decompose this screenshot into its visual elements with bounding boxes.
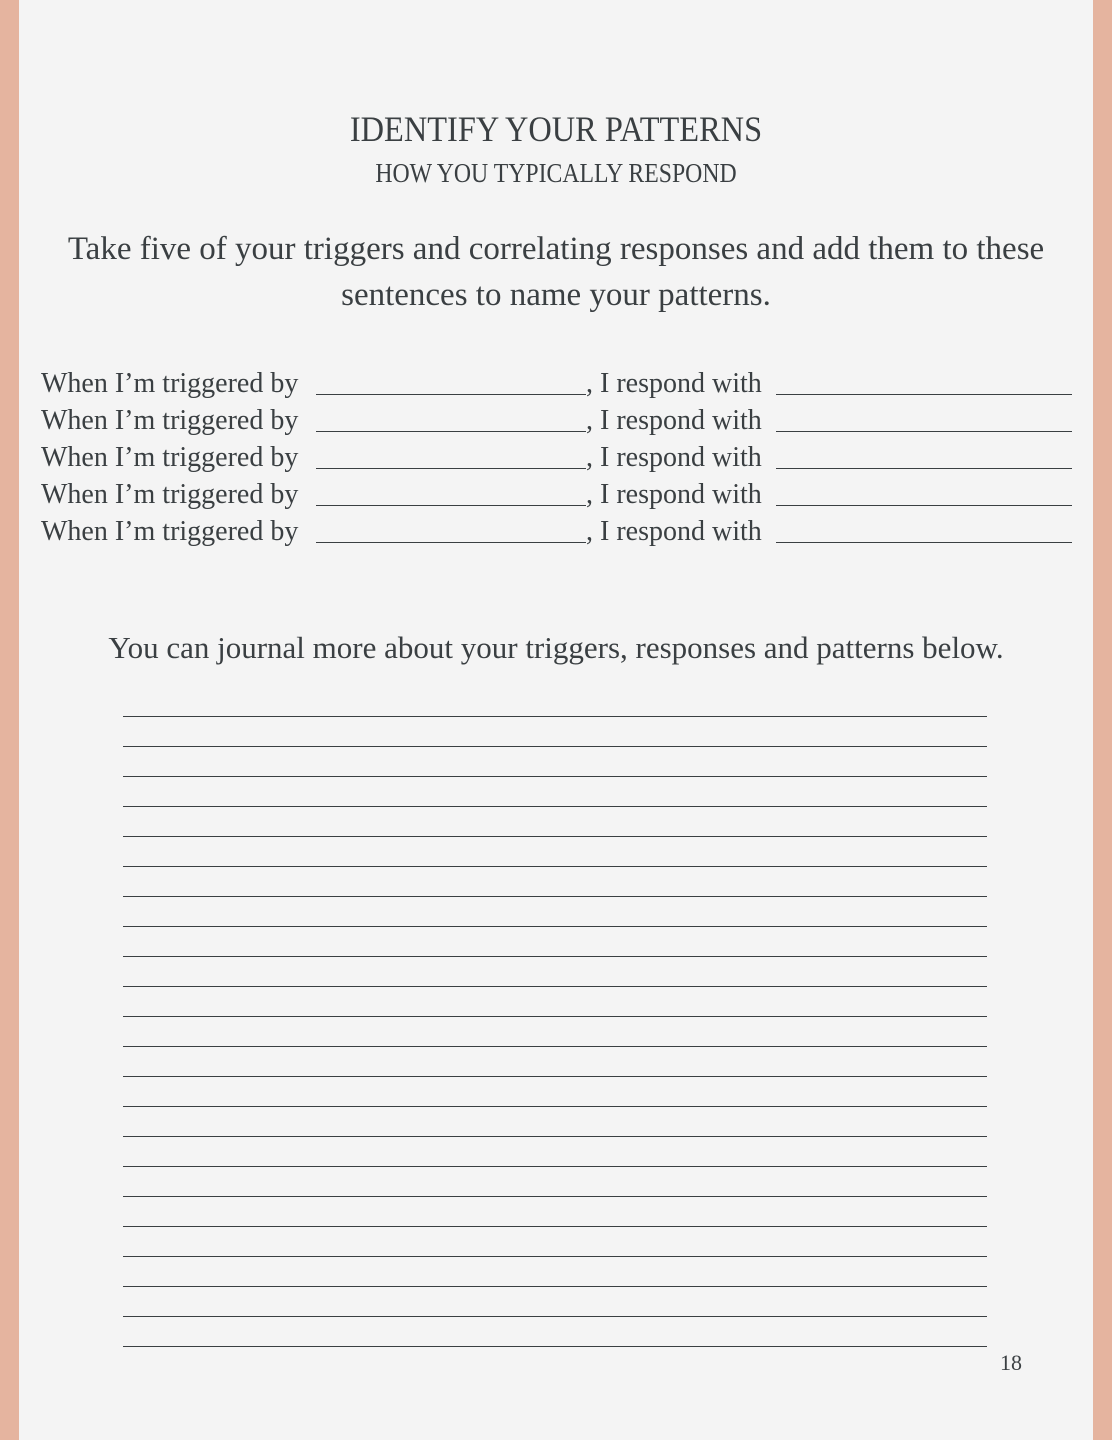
pattern-row bbox=[41, 479, 1073, 516]
pattern-row bbox=[41, 368, 1073, 405]
response-label: , I respond with bbox=[586, 368, 762, 399]
response-blank[interactable] bbox=[776, 479, 1072, 506]
trigger-label: When I’m triggered by bbox=[41, 479, 299, 510]
page-number: 18 bbox=[1000, 1350, 1022, 1375]
page-subtitle: HOW YOU TYPICALLY RESPOND bbox=[375, 158, 737, 188]
journal-line[interactable] bbox=[123, 956, 987, 957]
trigger-label: When I’m triggered by bbox=[41, 516, 299, 547]
journal-line[interactable] bbox=[123, 1286, 987, 1287]
trigger-blank[interactable] bbox=[316, 442, 586, 469]
journal-line[interactable] bbox=[123, 1166, 987, 1167]
journal-line[interactable] bbox=[123, 1316, 987, 1317]
journal-line[interactable] bbox=[123, 776, 987, 777]
pattern-row bbox=[41, 516, 1073, 553]
journal-line[interactable] bbox=[123, 716, 987, 717]
journal-line[interactable] bbox=[123, 896, 987, 897]
right-border bbox=[1093, 0, 1112, 1440]
trigger-blank[interactable] bbox=[316, 405, 586, 432]
response-blank[interactable] bbox=[776, 405, 1072, 432]
journal-line[interactable] bbox=[123, 746, 987, 747]
intro-text: Take five of your triggers and correlating responses and add them to these sentences to name your patterns. bbox=[67, 231, 1045, 313]
journal-line[interactable] bbox=[123, 986, 987, 987]
response-blank[interactable] bbox=[776, 442, 1072, 469]
trigger-blank[interactable] bbox=[316, 516, 586, 543]
trigger-blank[interactable] bbox=[316, 479, 586, 506]
journal-line[interactable] bbox=[123, 1196, 987, 1197]
journal-line[interactable] bbox=[123, 926, 987, 927]
response-label: , I respond with bbox=[586, 405, 762, 436]
response-blank[interactable] bbox=[776, 516, 1072, 543]
journal-line[interactable] bbox=[123, 1076, 987, 1077]
page-title: IDENTIFY YOUR PATTERNS bbox=[349, 109, 763, 149]
response-blank[interactable] bbox=[776, 368, 1072, 395]
journal-line[interactable] bbox=[123, 1226, 987, 1227]
journal-line[interactable] bbox=[123, 1346, 987, 1347]
journal-line[interactable] bbox=[123, 1046, 987, 1047]
journal-line[interactable] bbox=[123, 866, 987, 867]
journal-line[interactable] bbox=[123, 1016, 987, 1017]
pattern-row bbox=[41, 405, 1073, 442]
trigger-label: When I’m triggered by bbox=[41, 405, 299, 436]
trigger-label: When I’m triggered by bbox=[41, 368, 299, 399]
journal-line[interactable] bbox=[123, 836, 987, 837]
journal-line[interactable] bbox=[123, 806, 987, 807]
journal-line[interactable] bbox=[123, 1136, 987, 1137]
trigger-blank[interactable] bbox=[316, 368, 586, 395]
pattern-row bbox=[41, 442, 1073, 479]
response-label: , I respond with bbox=[586, 516, 762, 547]
response-label: , I respond with bbox=[586, 442, 762, 473]
trigger-label: When I’m triggered by bbox=[41, 442, 299, 473]
journal-line[interactable] bbox=[123, 1256, 987, 1257]
response-label: , I respond with bbox=[586, 479, 762, 510]
left-border bbox=[0, 0, 19, 1440]
journal-prompt: You can journal more about your triggers, responses and patterns below. bbox=[108, 630, 1004, 665]
journal-line[interactable] bbox=[123, 1106, 987, 1107]
